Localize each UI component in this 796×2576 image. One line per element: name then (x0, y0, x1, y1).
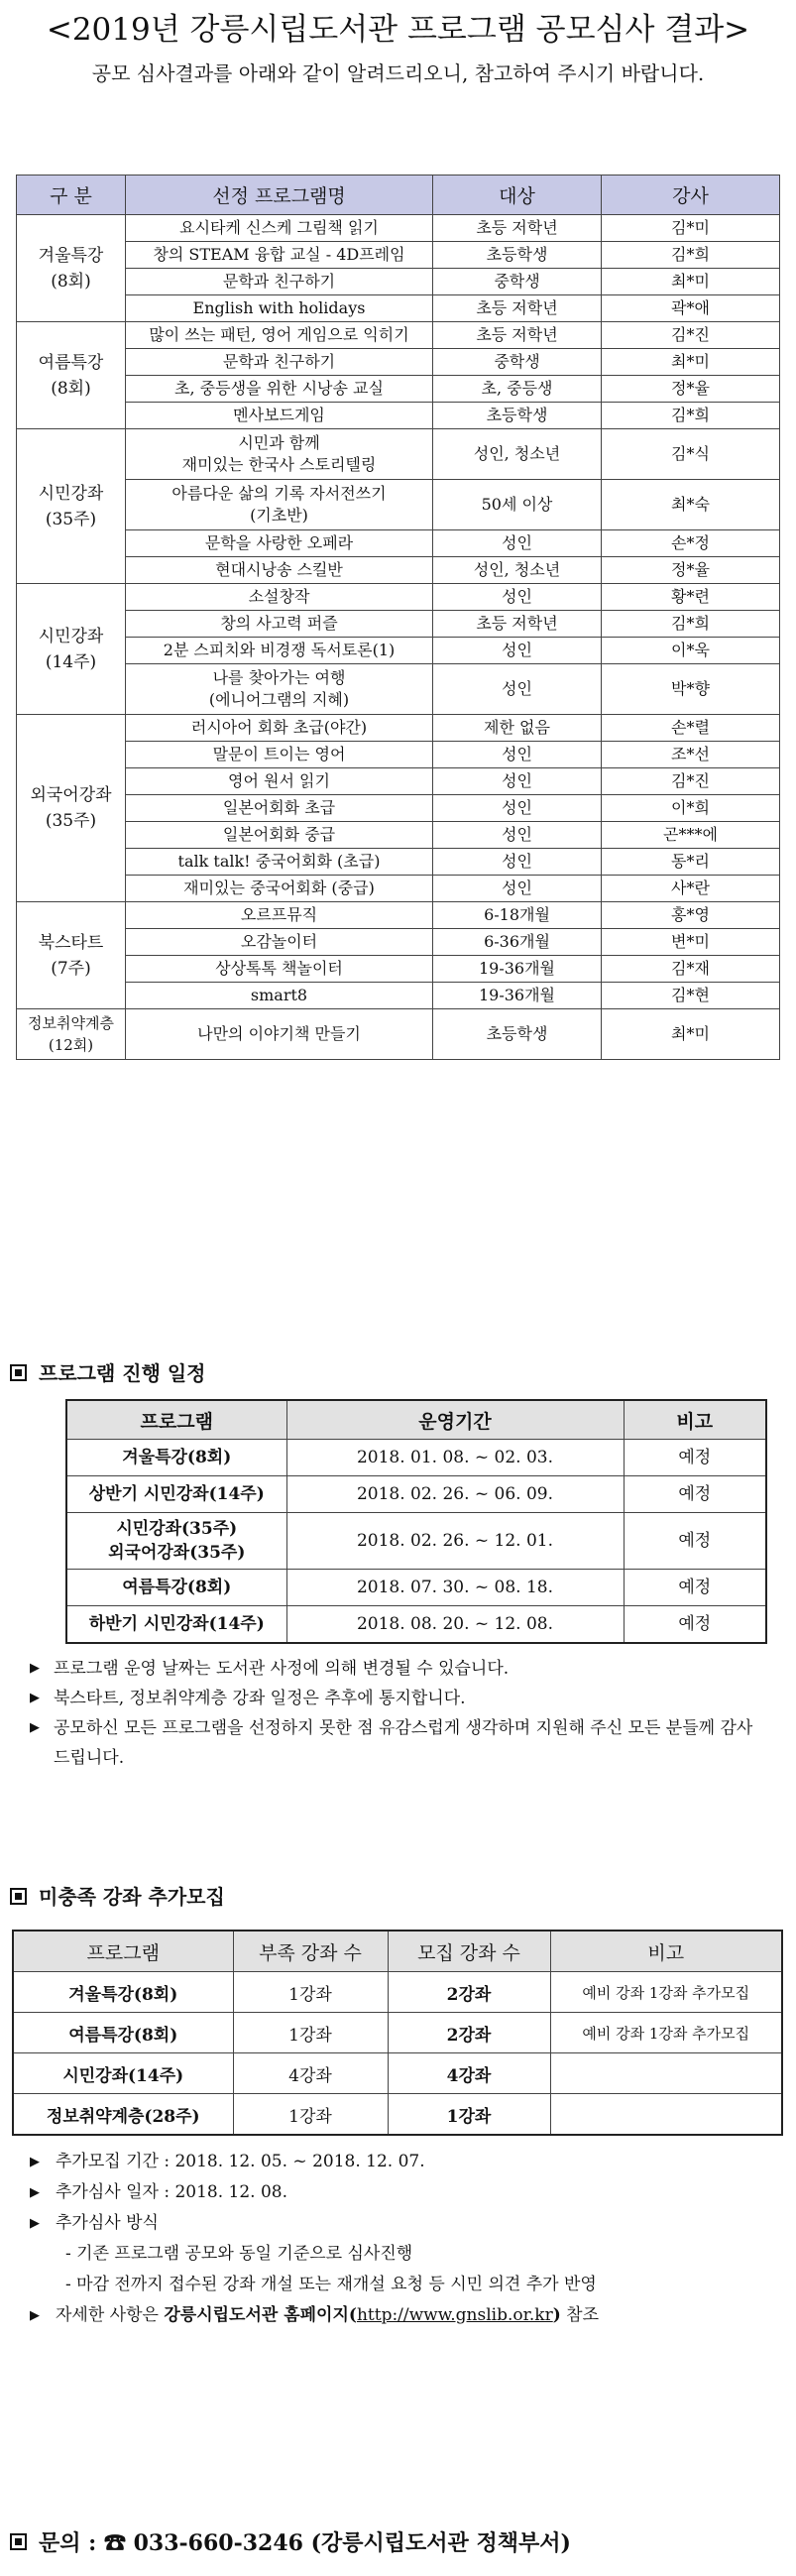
program-cell: 시민강좌(14주) (13, 2053, 233, 2094)
note-cell: 예비 강좌 1강좌 추가모집 (550, 2013, 782, 2053)
category-cell: 여름특강 (8회) (17, 322, 126, 429)
header-period: 운영기간 (286, 1400, 624, 1440)
triangle-bullet-icon: ▶ (30, 1661, 40, 1676)
table-row (13, 2094, 782, 2136)
triangle-bullet-icon: ▶ (30, 2155, 40, 2169)
target-cell: 6-36개월 (433, 929, 602, 956)
instructor-cell: 김*재 (602, 956, 780, 983)
table-row (17, 403, 780, 429)
program-cell: 재미있는 중국어회화 (중급) (126, 876, 433, 902)
target-cell: 초등학생 (433, 403, 602, 429)
recruit-cell: 2강좌 (388, 1972, 550, 2013)
instructor-cell: 조*선 (602, 742, 780, 768)
table-row (13, 2013, 782, 2053)
shortage-cell: 1강좌 (233, 2094, 388, 2136)
shortage-cell: 4강좌 (233, 2053, 388, 2094)
header-instructor: 강사 (602, 176, 780, 215)
table-row (17, 530, 780, 557)
program-cell: 현대시낭송 스킬반 (126, 557, 433, 584)
program-cell: 오르프뮤직 (126, 902, 433, 929)
list-item (30, 1654, 763, 1684)
header-category: 구 분 (17, 176, 126, 215)
target-cell: 성인 (433, 742, 602, 768)
category-cell: 정보취약계층 (12회) (17, 1009, 126, 1060)
program-cell: 정보취약계층(28주) (13, 2094, 233, 2136)
additional-heading: 미충족 강좌 추가모집 (10, 1882, 225, 1912)
table-row (17, 349, 780, 376)
instructor-cell: 최*숙 (602, 480, 780, 530)
target-cell: 성인 (433, 664, 602, 715)
triangle-bullet-icon: ▶ (30, 2308, 40, 2323)
program-cell: 문학과 친구하기 (126, 349, 433, 376)
triangle-bullet-icon: ▶ (30, 1720, 40, 1735)
target-cell: 초등 저학년 (433, 215, 602, 242)
target-cell: 초등학생 (433, 242, 602, 269)
table-row (17, 849, 780, 876)
recruit-cell: 4강좌 (388, 2053, 550, 2094)
target-cell: 성인 (433, 768, 602, 795)
instructor-cell: 김*미 (602, 215, 780, 242)
header-note: 비고 (624, 1400, 766, 1440)
square-bullet-icon (10, 2533, 27, 2550)
program-cell: 겨울특강(8회) (66, 1440, 286, 1476)
table-row (17, 664, 780, 715)
program-cell: 요시타케 신스케 그림책 읽기 (126, 215, 433, 242)
contact-info: 문의 : ☎ 033-660-3246 (강릉시립도서관 정책부서) (10, 2528, 571, 2558)
instructor-cell: 김*진 (602, 768, 780, 795)
table-row (17, 215, 780, 242)
program-cell: smart8 (126, 983, 433, 1009)
table-row (17, 242, 780, 269)
header-target: 대상 (433, 176, 602, 215)
category-cell: 시민강좌 (35주) (17, 429, 126, 584)
table-row (66, 1476, 766, 1513)
target-cell: 성인 (433, 849, 602, 876)
note-cell (550, 2094, 782, 2136)
list-item (30, 1684, 763, 1713)
table-row (17, 929, 780, 956)
program-cell: 2분 스피치와 비경쟁 독서토론(1) (126, 638, 433, 664)
note-text: 북스타트, 정보취약계층 강좌 일정은 추후에 통지합니다. (54, 1689, 466, 1708)
list-item (30, 1713, 763, 1773)
note-cell: 예정 (624, 1606, 766, 1644)
instructor-cell: 곽*애 (602, 295, 780, 322)
table-row (17, 480, 780, 530)
instructor-cell: 김*희 (602, 611, 780, 638)
recruit-cell: 1강좌 (388, 2094, 550, 2136)
table-row (17, 822, 780, 849)
instructor-cell: 최*미 (602, 349, 780, 376)
table-row (17, 956, 780, 983)
program-cell: 나만의 이야기책 만들기 (126, 1009, 433, 1060)
table-row (66, 1440, 766, 1476)
table-row (66, 1513, 766, 1570)
note-text: 공모하신 모든 프로그램을 선정하지 못한 점 유감스럽게 생각하며 지원해 주신 모든 분들께 감사드립니다. (54, 1718, 753, 1768)
list-item: ▶ 추가심사 일자 : 2018. 12. 08. (30, 2177, 783, 2208)
target-cell: 중학생 (433, 269, 602, 295)
instructor-cell: 손*정 (602, 530, 780, 557)
program-cell: 문학과 친구하기 (126, 269, 433, 295)
header-note: 비고 (550, 1931, 782, 1972)
instructor-cell: 김*희 (602, 403, 780, 429)
program-cell: 말문이 트이는 영어 (126, 742, 433, 768)
phone-icon: ☎ (103, 2530, 126, 2556)
table-row (66, 1570, 766, 1606)
program-cell: English with holidays (126, 295, 433, 322)
program-cell: 러시아어 회화 초급(야간) (126, 715, 433, 742)
instructor-cell: 최*미 (602, 1009, 780, 1060)
additional-notes (30, 2147, 783, 2331)
program-cell: 일본어회화 초급 (126, 795, 433, 822)
program-cell: 시민강좌(35주) 외국어강좌(35주) (66, 1513, 286, 1570)
note-text: 프로그램 운영 날짜는 도서관 사정에 의해 변경될 수 있습니다. (54, 1659, 510, 1679)
instructor-cell: 김*현 (602, 983, 780, 1009)
table-row (17, 584, 780, 611)
instructor-cell: 이*희 (602, 795, 780, 822)
instructor-cell: 황*련 (602, 584, 780, 611)
target-cell: 성인 (433, 822, 602, 849)
list-item: ▶ 추가심사 방식 (30, 2208, 783, 2239)
target-cell: 초, 중등생 (433, 376, 602, 403)
note-cell: 예정 (624, 1440, 766, 1476)
category-cell: 북스타트 (7주) (17, 902, 126, 1009)
note-cell: 예정 (624, 1513, 766, 1570)
program-cell: 상반기 시민강좌(14주) (66, 1476, 286, 1513)
table-row (17, 983, 780, 1009)
program-cell: 아름다운 삶의 기록 자서전쓰기 (기초반) (126, 480, 433, 530)
instructor-cell: 곤***에 (602, 822, 780, 849)
period-cell: 2018. 01. 08. ~ 02. 03. (286, 1440, 624, 1476)
program-cell: 여름특강(8회) (13, 2013, 233, 2053)
program-cell: 시민과 함께 재미있는 한국사 스토리텔링 (126, 429, 433, 480)
period-cell: 2018. 02. 26. ~ 06. 09. (286, 1476, 624, 1513)
instructor-cell: 사*란 (602, 876, 780, 902)
program-cell: 하반기 시민강좌(14주) (66, 1606, 286, 1644)
target-cell: 중학생 (433, 349, 602, 376)
table-row (17, 322, 780, 349)
header-program: 선정 프로그램명 (126, 176, 433, 215)
page-title: <2019년 강릉시립도서관 프로그램 공모심사 결과> (46, 12, 750, 48)
selection-result-table (16, 175, 780, 1060)
note-cell: 예정 (624, 1476, 766, 1513)
program-cell: 상상톡톡 책놀이터 (126, 956, 433, 983)
program-cell: 초, 중등생을 위한 시낭송 교실 (126, 376, 433, 403)
triangle-bullet-icon: ▶ (30, 1691, 40, 1705)
target-cell: 성인 (433, 638, 602, 664)
table-row (17, 795, 780, 822)
target-cell: 초등학생 (433, 1009, 602, 1060)
target-cell: 19-36개월 (433, 956, 602, 983)
shortage-cell: 1강좌 (233, 1972, 388, 2013)
table-row (17, 429, 780, 480)
header-recruit: 모집 강좌 수 (388, 1931, 550, 1972)
table-row (17, 295, 780, 322)
target-cell: 초등 저학년 (433, 611, 602, 638)
program-cell: 창의 사고력 퍼즐 (126, 611, 433, 638)
table-row (13, 2053, 782, 2094)
table-row (66, 1606, 766, 1644)
list-item: ▶ 추가모집 기간 : 2018. 12. 05. ~ 2018. 12. 07. (30, 2147, 783, 2177)
target-cell: 성인 (433, 584, 602, 611)
table-row (17, 376, 780, 403)
period-cell: 2018. 08. 20. ~ 12. 08. (286, 1606, 624, 1644)
program-cell: 문학을 사랑한 오페라 (126, 530, 433, 557)
target-cell: 19-36개월 (433, 983, 602, 1009)
program-cell: 일본어회화 중급 (126, 822, 433, 849)
target-cell: 성인, 청소년 (433, 429, 602, 480)
instructor-cell: 손*렬 (602, 715, 780, 742)
program-cell: 소설창작 (126, 584, 433, 611)
square-bullet-icon (10, 1364, 27, 1381)
table-row (17, 876, 780, 902)
instructor-cell: 정*율 (602, 376, 780, 403)
program-cell: 멘사보드게임 (126, 403, 433, 429)
shortage-cell: 1강좌 (233, 2013, 388, 2053)
period-cell: 2018. 02. 26. ~ 12. 01. (286, 1513, 624, 1570)
category-cell: 겨울특강 (8회) (17, 215, 126, 322)
table-row (17, 557, 780, 584)
program-cell: 여름특강(8회) (66, 1570, 286, 1606)
target-cell: 성인 (433, 876, 602, 902)
note-cell: 예정 (624, 1570, 766, 1606)
table-header-row (13, 1931, 782, 1972)
schedule-table (65, 1399, 767, 1644)
target-cell: 성인 (433, 530, 602, 557)
table-row (17, 715, 780, 742)
triangle-bullet-icon: ▶ (30, 2216, 40, 2231)
instructor-cell: 최*미 (602, 269, 780, 295)
header-program: 프로그램 (13, 1931, 233, 1972)
instructor-cell: 정*율 (602, 557, 780, 584)
target-cell: 6-18개월 (433, 902, 602, 929)
target-cell: 50세 이상 (433, 480, 602, 530)
table-row (17, 1009, 780, 1060)
category-cell: 시민강좌 (14주) (17, 584, 126, 715)
header-shortage: 부족 강좌 수 (233, 1931, 388, 1972)
square-bullet-icon (10, 1888, 27, 1905)
method-item: - 기존 프로그램 공모와 동일 기준으로 심사진행 (65, 2244, 413, 2264)
instructor-cell: 변*미 (602, 929, 780, 956)
instructor-cell: 이*욱 (602, 638, 780, 664)
program-cell: talk talk! 중국어회화 (초급) (126, 849, 433, 876)
instructor-cell: 홍*영 (602, 902, 780, 929)
schedule-heading: 프로그램 진행 일정 (10, 1358, 206, 1388)
table-row (17, 269, 780, 295)
recruit-cell: 2강좌 (388, 2013, 550, 2053)
triangle-bullet-icon: ▶ (30, 2185, 40, 2200)
intro-text: 공모 심사결과를 아래와 같이 알려드리오니, 참고하여 주시기 바랍니다. (91, 61, 705, 85)
target-cell: 초등 저학년 (433, 322, 602, 349)
note-cell (550, 2053, 782, 2094)
program-cell: 영어 원서 읽기 (126, 768, 433, 795)
homepage-link[interactable]: http://www.gnslib.or.kr (356, 2305, 553, 2325)
table-row (17, 638, 780, 664)
program-cell: 오감놀이터 (126, 929, 433, 956)
target-cell: 제한 없음 (433, 715, 602, 742)
table-row (13, 1972, 782, 2013)
note-cell: 예비 강좌 1강좌 추가모집 (550, 1972, 782, 2013)
category-cell: 외국어강좌 (35주) (17, 715, 126, 902)
table-row (17, 768, 780, 795)
schedule-notes (30, 1654, 763, 1773)
program-cell: 많이 쓰는 패턴, 영어 게임으로 익히기 (126, 322, 433, 349)
program-cell: 나를 찾아가는 여행 (에니어그램의 지혜) (126, 664, 433, 715)
instructor-cell: 동*리 (602, 849, 780, 876)
method-item: - 마감 전까지 접수된 강좌 개설 또는 재개설 요청 등 시민 의견 추가 반영 (65, 2275, 597, 2294)
target-cell: 초등 저학년 (433, 295, 602, 322)
additional-recruitment-table (12, 1930, 783, 2136)
instructor-cell: 김*희 (602, 242, 780, 269)
table-row (17, 742, 780, 768)
period-cell: 2018. 07. 30. ~ 08. 18. (286, 1570, 624, 1606)
instructor-cell: 박*향 (602, 664, 780, 715)
header-program: 프로그램 (66, 1400, 286, 1440)
table-header-row (17, 176, 780, 215)
target-cell: 성인, 청소년 (433, 557, 602, 584)
list-item: ▶ 자세한 사항은 강릉시립도서관 홈페이지(http://www.gnslib.or.kr) 참조 (30, 2300, 783, 2331)
table-row (17, 611, 780, 638)
table-row (17, 902, 780, 929)
program-cell: 창의 STEAM 융합 교실 - 4D프레임 (126, 242, 433, 269)
instructor-cell: 김*식 (602, 429, 780, 480)
target-cell: 성인 (433, 795, 602, 822)
program-cell: 겨울특강(8회) (13, 1972, 233, 2013)
instructor-cell: 김*진 (602, 322, 780, 349)
table-header-row (66, 1400, 766, 1440)
